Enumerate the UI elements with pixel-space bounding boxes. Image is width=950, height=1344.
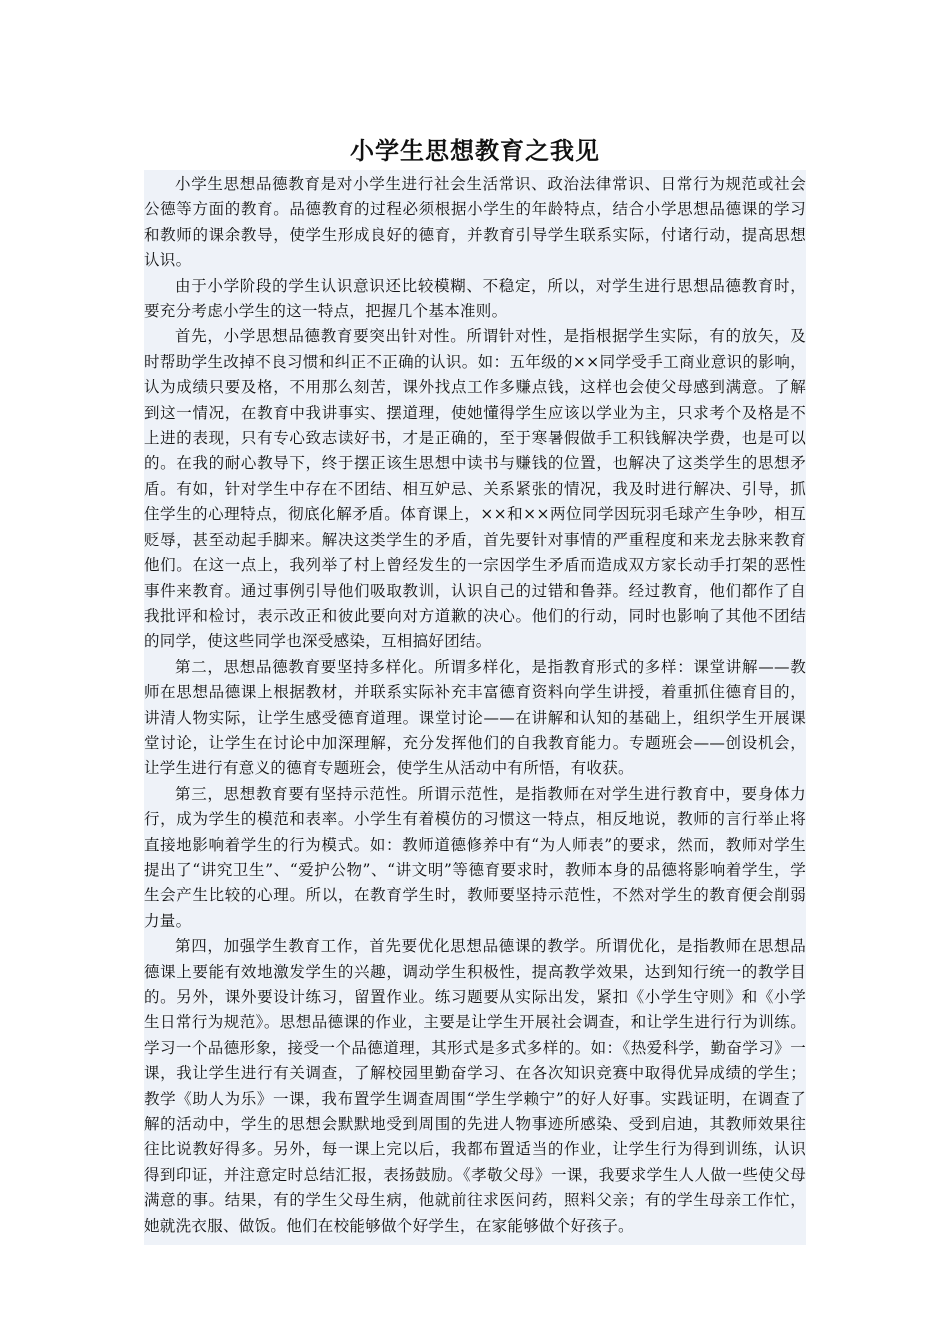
paragraph-intro: 小学生思想品德教育是对小学生进行社会生活常识、政治法律常识、日常行为规范或社会公德等方面的教育。品德教育的过程必须根据小学生的年龄特点，结合小学思想品德课的学习和教师的课余教导，使学生形成良好的德育，并教育引导学生联系实际，付诸行动，提高思想认识。 bbox=[144, 175, 806, 270]
document-body bbox=[144, 170, 806, 1245]
document-title: 小学生思想教育之我见 bbox=[350, 136, 600, 165]
paragraph-principles: 由于小学阶段的学生认识意识还比较模糊、不稳定，所以，对学生进行思想品德教育时，要充分考虑小学生的这一特点，把握几个基本准则。 bbox=[144, 276, 806, 321]
paragraph-second: 第二，思想品德教育要坚持多样化。所谓多样化，是指教育形式的多样：课堂讲解——教师在思想品德课上根据教材，并联系实际补充丰富德育资料向学生讲授，着重抓住德育目的，讲清人物实际，让学生感受德育道理。课堂讨论——在讲解和认知的基础上，组织学生开展课堂讨论，让学生在讨论中加深理解，充分发挥他们的自我教育能力。专题班会——创设机会，让学生进行有意义的德育专题班会，使学生从活动中有所悟，有收获。 bbox=[144, 657, 806, 778]
paragraph-fourth: 第四，加强学生教育工作，首先要优化思想品德课的教学。所谓优化，是指教师在思想品德课上要能有效地激发学生的兴趣，调动学生积极性，提高教学效果，达到知行统一的教学目的。另外，课外要设计练习，留置作业。练习题要从实际出发，紧扣《小学生守则》和《小学生日常行为规范》。思想品德课的作业，主要是让学生开展社会调查，和让学生进行行为训练。学习一个品德形象，接受一个品德道理，其形式是多式多样的。如：《热爱科学，勤奋学习》一课，我让学生进行有关调查，了解校园里勤奋学习、在各次知识竞赛中取得优异成绩的学生；教学《助人为乐》一课，我布置学生调查周围“学生学赖宁”的好人好事。实践证明，在调查了解的活动中，学生的思想会默默地受到周围的先进人物事迹所感染、受到启迪，其教师效果往往比说教好得多。另外，每一课上完以后，我都布置适当的作业，让学生行为得到训练，认识得到印证，并注意定时总结汇报，表扬鼓励。《孝敬父母》一课，我要求学生人人做一些使父母满意的事。结果，有的学生父母生病，他就前往求医问药，照料父亲；有的学生母亲工作忙，她就洗衣服、做饭。他们在校能够做个好学生，在家能够做个好孩子。 bbox=[144, 937, 806, 1235]
paragraph-third: 第三，思想教育要有坚持示范性。所谓示范性，是指教师在对学生进行教育中，要身体力行，成为学生的模范和表率。小学生有着模仿的习惯这一特点，相反地说，教师的言行举止将直接地影响着学生的行为模式。如：教师道德修养中有“为人师表”的要求，然而，教师对学生提出了“讲究卫生”、“爱护公物”、“讲文明”等德育要求时，教师本身的品德将影响着学生，学生会产生比较的心理。所以，在教育学生时，教师要坚持示范性，不然对学生的教育便会削弱力量。 bbox=[144, 784, 806, 930]
paragraph-first: 首先，小学思想品德教育要突出针对性。所谓针对性，是指根据学生实际，有的放矢，及时帮助学生改掉不良习惯和纠正不正确的认识。如：五年级的××同学受手工商业意识的影响，认为成绩只要及格，不用那么刻苦，课外找点工作多赚点钱，这样也会使父母感到满意。了解到这一情况，在教育中我讲事实、摆道理，使她懂得学生应该以学业为主，只求考个及格是不上进的表现，只有专心致志读好书，才是正确的，至于寒暑假做手工积钱解决学费，也是可以的。在我的耐心教导下，终于摆正该生思想中读书与赚钱的位置，也解决了这类学生的思想矛盾。有如，针对学生中存在不团结、相互妒忌、关系紧张的情况，我及时进行解决、引导，抓住学生的心理特点，彻底化解矛盾。体育课上，××和××两位同学因玩羽毛球产生争吵，相互贬辱，甚至动起手脚来。解决这类学生的矛盾，首先要针对事情的严重程度和来龙去脉来教育他们。在这一点上，我列举了村上曾经发生的一宗因学生矛盾而造成双方家长动手打架的恶性事件来教育。通过事例引导他们吸取教训，认识自己的过错和鲁莽。经过教育，他们都作了自我批评和检讨，表示改正和彼此要向对方道歉的决心。他们的行动，同时也影响了其他不团结的同学，使这些同学也深受感染，互相搞好团结。 bbox=[144, 327, 806, 651]
